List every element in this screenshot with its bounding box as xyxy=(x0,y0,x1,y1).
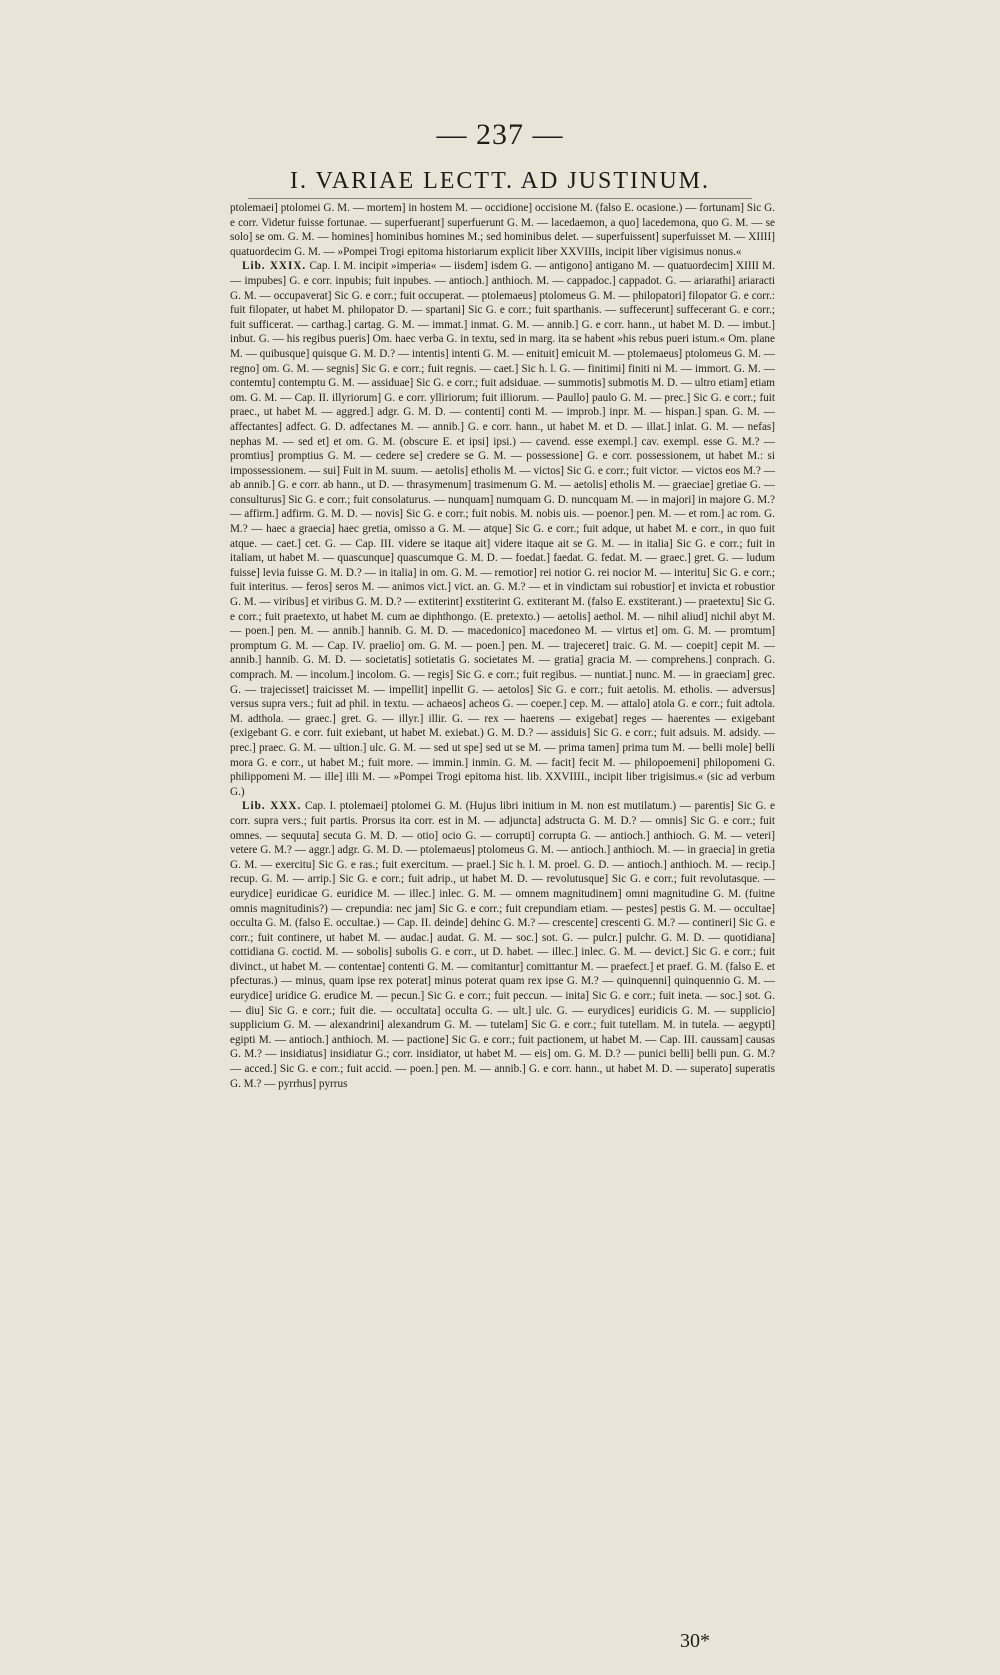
paragraph-book-30 xyxy=(230,799,775,1091)
book-29-text: Cap. I. M. incipit »imperia« — iisdem] isdem G. — antigono] antigano M. — quatuordecim] XIIII M. — impubes] G. e corr. inpubis; fuit inpubes. — antioch.] anthioch. M. — cappadoc.] cappadot. G. — ariarathi] ariaracti G. M. — occupaverat] Sic G. e corr.; fuit occuperat. — ptolemaeus] ptolomeus G. M. — philopatori] filopator G. e corr.: fuit filopater, ut habet M. philopator D. — spartani] Sic G. e corr.; fuit sparthanis. — suffecerunt] suffecerant G. e corr.; fuit sufficerat. — carthag.] cartag. G. M. — immat.] inmat. G. M. — annib.] G. e corr. hann., ut habet M. D. — imbut.] inbut. G. — his regibus pueris] Om. haec verba G. in textu, sed in marg. ita se habent »his rebus pueri istum.« Om. plane M. — quibusque] quisque G. M. D.? — intentis] intenti G. M. — enituit] emicuit M. — ptolemaeus] ptolomeus G. M. — regno] om. G. M. — segnis] Sic G. e corr.; fuit regnis. — caet.] Sic h. l. G. — finitimi] finiti ni M. — immort. G. M. — contemtu] contemptu G. M. — assiduae] Sic G. e corr.; fuit adsiduae. — summotis] submotis M. D. — ultro etiam] etiam om. G. M. — Cap. II. illyriorum] G. e corr. ylliriorum; fuit illiorum. — Paullo] paulo G. M. — prec.] Sic G. e corr.; fuit praec., ut habet M. — aggred.] adgr. G. M. D. — contenti] conti M. — improb.] inpr. M. — hispan.] span. G. M. — affectantes] adfect. G. D. adfectanes M. — annib.] G. e corr. hann., ut habet M. et D. — illat.] inlat. G. M. — nefas] nephas M. — sed et] et om. G. M. (obscure E. et ipsi] ipsi.) — cavend. esse exempl.] cav. exempl. esse G. M.? — promtius] promptius G. M. — cedere se] credere se G. M. — possessione] G. e corr. possessionem, ut habet M.: si impossessionem. — sui] Fuit in M. suum. — aetolis] etholis M. — victos] Sic G. e corr.; fuit victor. — victos eos M.? — ab annib.] G. e corr. ab hann., ut D. — thrasymenum] trasimenum G. M. — aetolis] etholis M. — graeciae] gretiae G. — consulturus] Sic G. e corr.; fuit consolaturus. — nunquam] numquam G. D. nuncquam M. — in majori] in majore G. M.? — affirm.] adfirm. G. M. D. — novis] Sic G. e corr.; fuit nobis. M. nobis uis. — poenor.] pen. M. — et rom.] ac rom. G. M.? — haec a graecia] haec gretia, omisso a G. M. — atque] Sic G. e corr.; fuit adque, ut habet M. e corr., in quo fuit atque. — caet.] cet. G. — Cap. III. videre se itaque ait] videre itaque ait se G. M. — in italia] Sic G. e corr.; fuit in italiam, ut habet M. — quascunque] quascumque G. M. D. — foedat.] faedat. G. fedat. M. — graec.] gret. G. — ludum fuisse] levia fuisse G. M. D.? — in italia] in om. G. M. — remotior] rei notior G. rei nocior M. — interitu] Sic G. e corr.; fuit interitus. — feros] seros M. — animos vict.] vict. an. G. M.? — et in vindictam sui robustior] et invicta et robustior G. M. — viribus] et viribus G. M. D.? — extiterint] exstiterint G. extiterant M. (falso E. exstiterant.) — praetextu] Sic G. e corr.; fuit praetexto, ut habet M. cum ae diphthongo. (E. pretexto.) — aetolis] aethol. M. — nihil aliud] nichil abyt M. — poen.] pen. M. — annib.] hannib. G. M. D. — macedonico] macedoneo M. — virtus et] om. G. M. — promtum] promptum G. M. — Cap. IV. praelio] om. G. M. — poen.] pen. M. — trajeceret] traic. G. M. — coepit] cepit M. — annib.] hannib. G. M. D. — societatis] sotietatis G. societates M. — gratia] gracia M. — comprehens.] conprach. G. comprach. M. — incolum.] incolom. G. — regis] Sic G. e corr.; fuit regibus. — nuntiat.] nunc. M. — in graeciam] grec. G. — trajecisset] traicisset M. — impellit] inpellit G. — aetolos] Sic G. e corr.; fuit aetolis. M. etholis. — adversus] versus supra vers.; fuit ad phil. in textu. — achaeos] acheos G. — coeper.] cep. M. — attalo] atola G. e corr.; fuit adtola. M. adthola. — graec.] gret. G. — illyr.] illir. G. — rex — haerens — exigebat] reges — haerentes — exigebant (exigebant G. e corr. fuit exiebant, ut habet M. exiebat.) G. M. D.? — assiduis] Sic G. e corr.; fuit adsuis. M. adsidy. — prec.] praec. G. M. — ultion.] ulc. G. M. — sed ut spe] sed ut se M. — prima tamen] prima tum M. — belli mole] belli mora G. e corr., ut habet M.; fuit more. — immin.] inmin. G. M. — facit] fecit M. — philopoemeni] philopomeni G. philippomeni M. — ille] illi M. — »Pompei Trogi epitoma hist. lib. XXVIIII., incipit liber trigisimus.« (sic ad verbum G.) xyxy=(230,260,775,798)
book-30-text: Cap. I. ptolemaei] ptolomei G. M. (Hujus libri initium in M. non est mutilatum.) — parentis] Sic G. e corr. supra vers.; fuit partis. Prorsus ita corr. est in M. — adjuncta] adstructa G. M. D.? — omnis] Sic G. e corr.; fuit omnes. — sequuta] secuta G. M. D. — otio] ocio G. — corrupti] corrupta G. — antioch.] anthioch. G. M. — veteri] vetere G. M.? — aggr.] adgr. G. M. D. — ptolemaeus] ptolomeus G. M. — antioch.] anthioch. M. — in graecia] in gretia G. M. — exercitu] Sic G. e ras.; fuit exercitum. — prael.] Sic h. l. M. proel. G. D. — antioch.] anthioch. M. — recip.] recup. G. M. — arrip.] Sic G. e corr.; fuit adrip., ut habet M. D. — revolutusque] Sic G. e corr.; fuit revolutasque. — eurydice] euridicae G. euridice M. — illec.] inlec. G. M. — omnem magnitudinem] omni magnitudine G. M. (fuitne omnis magnitudinis?) — crepundia: nec jam] Sic G. e corr.; fuit crepundiam etiam. — pestes] pestis G. M. — occultae] occulta G. M. (falso E. occultae.) — Cap. II. deinde] dehinc G. M.? — crescente] crescenti G. M.? — contineri] Sic G. e corr.; fuit continere, ut habet M. — audac.] audat. G. M. — soc.] sot. G. — pulcr.] pulchr. G. M. D. — quotidiana] cottidiana G. coctid. M. — sobolis] subolis G. e corr., ut D. habet. — illec.] inlec. G. M. — devict.] Sic G. e corr.; fuit divinct., ut habet M. — contentae] contenti G. M. — comitantur] comittantur M. — praefect.] et praef. G. M. (falso E. et pfecturas.) — minus, quam ipse rex poterat] minus poterat quam rex ipse G. M.? — quinquenni] quinquennio G. M. — eurydice] uridice G. erudice M. — pecun.] Sic G. e corr.; fuit peccun. — inita] Sic G. e corr.; fuit ineta. — soc.] sot. G. — diu] Sic G. e corr.; fuit die. — occultata] occulta G. — ult.] ulc. G. — eurydices] euridicis G. M. — supplicio] supplicium G. M. — alexandrini] alexandrum G. M. — tutelam] Sic G. e corr.; fuit tutellam. M. in tutela. — aegypti] egipti M. — antioch.] anthioch. M. — pactione] Sic G. e corr.; fuit pactionem, ut habet M. — Cap. III. caussam] causas G. M.? — insidiatus] insidiatur G.; corr. insidiator, ut habet M. — eis] om. G. M. D.? — punici belli] belli pun. G. M.? — acced.] Sic G. e corr.; fuit accid. — poen.] pen. M. — annib.] G. e corr. hann., ut habet M. D. — superato] superatis G. M.? — pyrrhus] pyrrus xyxy=(230,800,775,1090)
running-head: I. VARIAE LECTT. AD JUSTINUM. xyxy=(289,168,710,194)
signature-mark: 30* xyxy=(680,1630,710,1652)
header-rule xyxy=(248,198,752,199)
page-number: — 237 — xyxy=(436,118,564,151)
paragraph-book-29 xyxy=(230,259,775,799)
apparatus-text xyxy=(230,201,775,1091)
paragraph-opening: ptolemaei] ptolomei G. M. — mortem] in hostem M. — occidione] occisione M. (falso E. ocasione.) — fortunam] Sic G. e corr. Videtur fuisse fortunae. — superfuerant] superfuerunt G. M. — lacedaemon, a quo] lacedemona, quo G. M. — se solo] se om. G. M. — homines] hominibus homines M.; sed hominibus delet. — superfuissent] superfuisset M. — XIIII] quatuordecim G. M. — »Pompei Trogi epitoma historiarum explicit liber XXVIIIs, incipit liber vigisimus nonus.« xyxy=(230,202,775,258)
book-label-30: Lib. XXX. xyxy=(242,800,302,813)
book-label-29: Lib. XXIX. xyxy=(242,260,307,273)
